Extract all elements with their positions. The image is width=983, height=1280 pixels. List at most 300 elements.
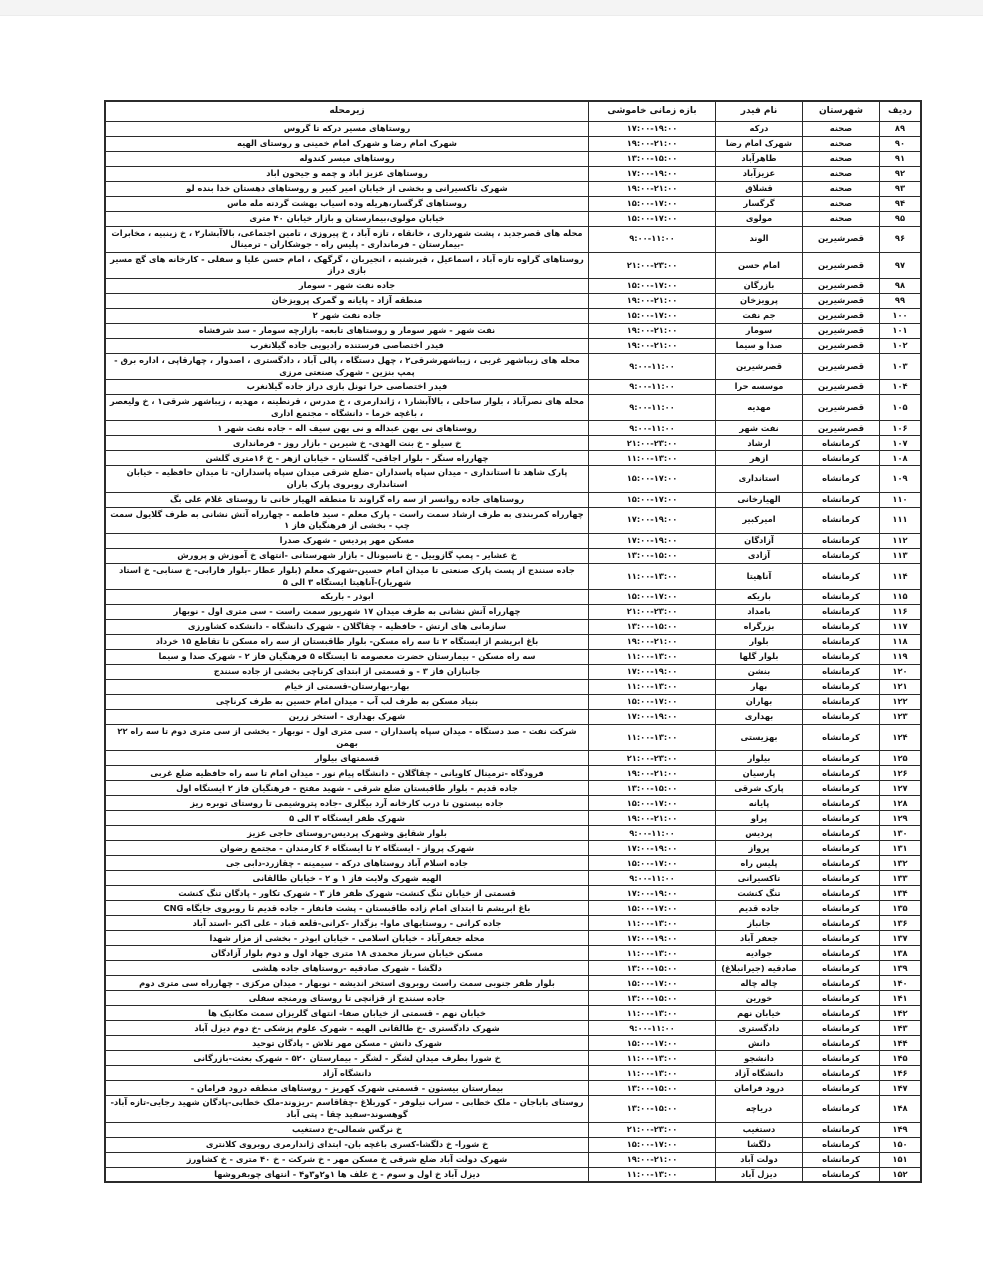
cell-row: ۱۱۸ <box>880 635 922 650</box>
cell-row: ۱۴۴ <box>880 1036 922 1051</box>
cell-area: پارک شاهد تا استانداری - میدان سپاه پاسداران -ضلع شرقی میدان سپاه پاسداران- تا میدان حافظیه - خیابان استانداری روبروی پارک باران <box>105 466 589 492</box>
table-row <box>105 991 921 1006</box>
cell-county: کرمانشاه <box>803 841 880 856</box>
cell-county: کرمانشاه <box>803 1021 880 1036</box>
cell-county: کرمانشاه <box>803 1152 880 1167</box>
cell-county: کرمانشاه <box>803 1167 880 1182</box>
cell-feeder: صدا و سیما <box>716 339 803 354</box>
header-feeder: نام فیدر <box>716 101 803 121</box>
cell-area: منطقه آزاد - پایانه و گمرک پرویزخان <box>105 294 589 309</box>
cell-row: ۹۴ <box>880 196 922 211</box>
cell-area: شهرک پرواز - ایستگاه ۲ تا ایستگاه ۶ کارمندان - مجتمع رضوان <box>105 841 589 856</box>
cell-row: ۱۳۹ <box>880 961 922 976</box>
time-range: ۱۳:۰۰-۱۵:۰۰ <box>626 992 678 1003</box>
cell-row: ۱۰۳ <box>880 354 922 380</box>
cell-row: ۱۱۶ <box>880 605 922 620</box>
table-row <box>105 665 921 680</box>
cell-feeder: درود فرامان <box>716 1081 803 1096</box>
cell-feeder: پردیس <box>716 826 803 841</box>
cell-area: فیدر اختصاصی فرستنده رادیویی جاده گیلانغرب <box>105 339 589 354</box>
cell-time <box>589 1051 716 1066</box>
cell-area: دیزل آباد خ اول و سوم - خ علف ها ۱و۲و۳و۴ - انتهای چوبفروشها <box>105 1167 589 1182</box>
table-row <box>105 466 921 492</box>
time-range: ۱۳:۰۰-۱۵:۰۰ <box>626 152 678 163</box>
time-range: ۱۱:۰۰-۱۳:۰۰ <box>626 651 678 662</box>
table-row <box>105 196 921 211</box>
time-range: ۱۷:۰۰-۱۹:۰۰ <box>626 167 678 178</box>
cell-time <box>589 252 716 278</box>
table-row <box>105 781 921 796</box>
document-sheet <box>104 100 914 1183</box>
cell-county: کرمانشاه <box>803 976 880 991</box>
cell-area: الهیه شهرک ولایت فاز ۱ و ۲ - خیابان طالقانی <box>105 871 589 886</box>
cell-time <box>589 826 716 841</box>
cell-area: روستای باباجان - ملک خطابی - سراب نیلوفر - کوربلاغ -چقاقاسم -ریزوند-ملک خطابی-پادگان شهید رجایی-تازه آباد-گوهسوند-سفید چقا - پتی آباد <box>105 1096 589 1122</box>
cell-row: ۸۹ <box>880 121 922 136</box>
time-range: ۲۱:۰۰-۲۳:۰۰ <box>626 437 678 448</box>
time-range: ۲۱:۰۰-۲۳:۰۰ <box>626 752 678 763</box>
time-range: ۹:۰۰-۱۱:۰۰ <box>629 402 675 413</box>
cell-row: ۱۴۳ <box>880 1021 922 1036</box>
cell-row: ۱۱۳ <box>880 548 922 563</box>
cell-feeder: امیرکبیر <box>716 507 803 533</box>
cell-time <box>589 961 716 976</box>
table-row <box>105 226 921 252</box>
cell-county: صحنه <box>803 166 880 181</box>
cell-feeder: دانش <box>716 1036 803 1051</box>
cell-row: ۱۰۵ <box>880 395 922 421</box>
cell-feeder: دریاچه <box>716 1096 803 1122</box>
header-radif: ردیف <box>880 101 922 121</box>
cell-time <box>589 181 716 196</box>
time-range: ۱۳:۰۰-۱۵:۰۰ <box>626 621 678 632</box>
cell-area: شهرک ظفر ایستگاه ۳ الی ۵ <box>105 811 589 826</box>
time-range: ۱۹:۰۰-۲۱:۰۰ <box>626 767 678 778</box>
time-range: ۱۵:۰۰-۱۷:۰۰ <box>626 977 678 988</box>
time-range: ۱۹:۰۰-۲۱:۰۰ <box>626 1153 678 1164</box>
time-range: ۱۹:۰۰-۲۱:۰۰ <box>626 340 678 351</box>
table-row <box>105 650 921 665</box>
table-row <box>105 946 921 961</box>
cell-row: ۱۲۳ <box>880 710 922 725</box>
cell-county: قصرشیرین <box>803 294 880 309</box>
cell-row: ۹۸ <box>880 279 922 294</box>
time-range: ۱۳:۰۰-۱۵:۰۰ <box>626 782 678 793</box>
cell-area: روستاهای گراوه تازه آباد ، اسماعیل ، قبرشنبه ، انجیربان ، گرگهک ، امام حسن علیا و سفلی - کارخانه های گچ مسیر بازی دراز <box>105 252 589 278</box>
table-row <box>105 421 921 436</box>
cell-county: کرمانشاه <box>803 886 880 901</box>
time-range: ۱۵:۰۰-۱۷:۰۰ <box>626 696 678 707</box>
cell-area: جاده کرانی - روستایهای ماوا- بزگدار -کرانی-قلعه قباد - علی اکبر -استد آباد <box>105 916 589 931</box>
table-row <box>105 1152 921 1167</box>
time-range: ۱۳:۰۰-۱۵:۰۰ <box>626 1103 678 1114</box>
cell-county: کرمانشاه <box>803 991 880 1006</box>
cell-area: محله های زیباشهر غربی ، زیباشهرشرقی۲ ، چهل دستگاه ، پالی آباد ، دادگستری ، اصدوار ، چهارقاپی ، اداره برق - پمپ بنزین - شهرک صنعتی مرزی <box>105 354 589 380</box>
table-row <box>105 976 921 991</box>
cell-feeder: آزادگان <box>716 533 803 548</box>
cell-row: ۱۴۶ <box>880 1066 922 1081</box>
cell-time <box>589 324 716 339</box>
time-range: ۱۱:۰۰-۱۳:۰۰ <box>626 1007 678 1018</box>
cell-feeder: دانشگاه آزاد <box>716 1066 803 1081</box>
time-range: ۱۹:۰۰-۲۱:۰۰ <box>626 636 678 647</box>
table-row <box>105 886 921 901</box>
cell-feeder: پراو <box>716 811 803 826</box>
table-row <box>105 1051 921 1066</box>
table-row <box>105 961 921 976</box>
cell-time <box>589 395 716 421</box>
cell-row: ۱۴۰ <box>880 976 922 991</box>
cell-time <box>589 136 716 151</box>
cell-area: روستاهای عزیز اباد و چمه و جیحون اباد <box>105 166 589 181</box>
table-row <box>105 533 921 548</box>
cell-feeder: دانشجو <box>716 1051 803 1066</box>
table-row <box>105 279 921 294</box>
cell-area: محله جعفرآباد - خیابان اسلامی - خیابان ابوذر - بخشی از مزار شهدا <box>105 931 589 946</box>
cell-time <box>589 695 716 710</box>
cell-row: ۱۲۱ <box>880 680 922 695</box>
cell-county: قصرشیرین <box>803 226 880 252</box>
cell-feeder: سومار <box>716 324 803 339</box>
cell-row: ۱۲۶ <box>880 766 922 781</box>
table-row <box>105 811 921 826</box>
schedule-table-body <box>105 121 921 1182</box>
cell-feeder: استانداری <box>716 466 803 492</box>
cell-county: صحنه <box>803 151 880 166</box>
cell-county: کرمانشاه <box>803 725 880 751</box>
cell-area: جانبازان فاز ۳ - و قسمتی از ابتدای کرناچی بخشی از جاده سنندج <box>105 665 589 680</box>
table-row <box>105 1036 921 1051</box>
cell-area: چهارراه آتش نشانی به طرف میدان ۱۷ شهریور سمت راست - سی متری اول - نوبهار <box>105 605 589 620</box>
cell-row: ۱۲۴ <box>880 725 922 751</box>
cell-county: کرمانشاه <box>803 492 880 507</box>
time-range: ۱۵:۰۰-۱۷:۰۰ <box>626 1037 678 1048</box>
cell-time <box>589 1137 716 1152</box>
cell-row: ۱۳۷ <box>880 931 922 946</box>
table-row <box>105 680 921 695</box>
cell-county: کرمانشاه <box>803 781 880 796</box>
cell-feeder: جم نفت <box>716 309 803 324</box>
cell-time <box>589 796 716 811</box>
cell-feeder: نفت شهر <box>716 421 803 436</box>
header-county: شهرستان <box>803 101 880 121</box>
cell-county: کرمانشاه <box>803 1122 880 1137</box>
cell-county: کرمانشاه <box>803 635 880 650</box>
time-range: ۱۱:۰۰-۱۳:۰۰ <box>626 1168 678 1179</box>
table-row <box>105 856 921 871</box>
table-row <box>105 492 921 507</box>
cell-time <box>589 451 716 466</box>
cell-area: روستاهای نی بهن عبداله و نی بهن سیف اله - جاده نفت شهر ۱ <box>105 421 589 436</box>
cell-feeder: دلگشا <box>716 1137 803 1152</box>
cell-row: ۱۰۷ <box>880 436 922 451</box>
cell-time <box>589 294 716 309</box>
table-row <box>105 211 921 226</box>
cell-county: کرمانشاه <box>803 826 880 841</box>
cell-time <box>589 166 716 181</box>
cell-feeder: بهاران <box>716 695 803 710</box>
table-row <box>105 605 921 620</box>
table-row <box>105 121 921 136</box>
cell-row: ۱۵۲ <box>880 1167 922 1182</box>
cell-row: ۱۳۸ <box>880 946 922 961</box>
time-range: ۱۳:۰۰-۱۵:۰۰ <box>626 962 678 973</box>
cell-county: صحنه <box>803 196 880 211</box>
time-range: ۱۷:۰۰-۱۹:۰۰ <box>626 711 678 722</box>
table-row <box>105 826 921 841</box>
table-row <box>105 1137 921 1152</box>
cell-county: کرمانشاه <box>803 695 880 710</box>
table-row <box>105 507 921 533</box>
cell-area: قسمتهای بیلوار <box>105 751 589 766</box>
cell-feeder: ازهر <box>716 451 803 466</box>
time-range: ۲۱:۰۰-۲۳:۰۰ <box>626 606 678 617</box>
table-row <box>105 1081 921 1096</box>
cell-time <box>589 507 716 533</box>
cell-time <box>589 781 716 796</box>
cell-area: جاده نفت شهر ۲ <box>105 309 589 324</box>
cell-feeder: ارشاد <box>716 436 803 451</box>
cell-time <box>589 811 716 826</box>
cell-area: خیابان مولوی،بیمارستان و بازار خیابان ۴۰ متری <box>105 211 589 226</box>
cell-time <box>589 710 716 725</box>
cell-time <box>589 1122 716 1137</box>
cell-time <box>589 751 716 766</box>
cell-feeder: بازرگان <box>716 279 803 294</box>
time-range: ۹:۰۰-۱۱:۰۰ <box>629 233 675 244</box>
cell-row: ۱۰۶ <box>880 421 922 436</box>
cell-feeder: بلوار <box>716 635 803 650</box>
time-range: ۹:۰۰-۱۱:۰۰ <box>629 827 675 838</box>
table-row <box>105 1167 921 1182</box>
cell-area: شهرک دانش - مسکن مهر تلاش - پادگان توحید <box>105 1036 589 1051</box>
time-range: ۱۱:۰۰-۱۳:۰۰ <box>626 681 678 692</box>
cell-time <box>589 533 716 548</box>
cell-row: ۹۵ <box>880 211 922 226</box>
table-row <box>105 796 921 811</box>
cell-area: جاده سنندج از پست پارک صنعتی تا میدان امام حسین-شهرک معلم (بلوار عطار -بلوار فارابی- خ سنابی- خ استاد شهریار)-آناهیتا ایستگاه ۳ الی ۵ <box>105 563 589 589</box>
cell-row: ۱۱۴ <box>880 563 922 589</box>
cell-county: کرمانشاه <box>803 590 880 605</box>
cell-feeder: آناهیتا <box>716 563 803 589</box>
cell-area: سه راه مسکن - بیمارستان حضرت معصومه تا ایستگاه ۵ فرهنگیان فاز ۲ - شهرک صدا و سیما <box>105 650 589 665</box>
header-subarea: زیرمحله <box>105 101 589 121</box>
table-row <box>105 766 921 781</box>
cell-feeder: جوادیه <box>716 946 803 961</box>
table-row <box>105 166 921 181</box>
cell-feeder: بهزیستی <box>716 725 803 751</box>
table-row <box>105 725 921 751</box>
cell-time <box>589 766 716 781</box>
cell-row: ۹۷ <box>880 252 922 278</box>
cell-area: خ شورا- خ دلگشا-کسری باغچه بان- ابتدای ژاندارمری روبروی کلانتری <box>105 1137 589 1152</box>
cell-county: قصرشیرین <box>803 395 880 421</box>
time-range: ۱۹:۰۰-۲۱:۰۰ <box>626 137 678 148</box>
table-row <box>105 136 921 151</box>
cell-area: شهرک دادگستری -خ طالقانی الهیه - شهرک علوم پزشکی -خ دوم دیزل آباد <box>105 1021 589 1036</box>
cell-feeder: شهرک امام رضا <box>716 136 803 151</box>
cell-row: ۱۲۸ <box>880 796 922 811</box>
table-row <box>105 339 921 354</box>
time-range: ۱۵:۰۰-۱۷:۰۰ <box>626 591 678 602</box>
time-range: ۱۷:۰۰-۱۹:۰۰ <box>626 122 678 133</box>
cell-time <box>589 871 716 886</box>
cell-area: بهار-بهارستان-قسمتی از خیام <box>105 680 589 695</box>
time-range: ۱۹:۰۰-۲۱:۰۰ <box>626 182 678 193</box>
cell-area: جاده بیستون تا درب کارخانه آرد بیگلری -جاده پتروشیمی تا روستای توبره ریز <box>105 796 589 811</box>
cell-area: باغ ابریشم از ایستگاه ۲ تا سه راه مسکن- بلوار طاقبستان از سه راه مسکن تا تقاطع ۱۵ خرداد <box>105 635 589 650</box>
cell-feeder: پارسیان <box>716 766 803 781</box>
cell-time <box>589 931 716 946</box>
cell-county: کرمانشاه <box>803 563 880 589</box>
cell-feeder: بزرگراه <box>716 620 803 635</box>
cell-time <box>589 466 716 492</box>
cell-row: ۱۳۴ <box>880 886 922 901</box>
cell-row: ۱۴۲ <box>880 1006 922 1021</box>
cell-feeder: گرگسار <box>716 196 803 211</box>
cell-time <box>589 946 716 961</box>
time-range: ۱۵:۰۰-۱۷:۰۰ <box>626 212 678 223</box>
cell-area: ابوذر - باریکه <box>105 590 589 605</box>
cell-time <box>589 886 716 901</box>
time-range: ۱۷:۰۰-۱۹:۰۰ <box>626 514 678 525</box>
time-range: ۱۷:۰۰-۱۹:۰۰ <box>626 842 678 853</box>
time-range: ۱۷:۰۰-۱۹:۰۰ <box>626 535 678 546</box>
table-row <box>105 1021 921 1036</box>
table-row <box>105 380 921 395</box>
cell-county: کرمانشاه <box>803 871 880 886</box>
cell-county: کرمانشاه <box>803 680 880 695</box>
cell-row: ۱۴۷ <box>880 1081 922 1096</box>
cell-county: کرمانشاه <box>803 901 880 916</box>
time-range: ۹:۰۰-۱۱:۰۰ <box>629 1022 675 1033</box>
cell-county: کرمانشاه <box>803 796 880 811</box>
cell-time <box>589 650 716 665</box>
cell-area: دلگشا - شهرک صادقیه -روستاهای جاده هلشی <box>105 961 589 976</box>
cell-feeder: الوند <box>716 226 803 252</box>
time-range: ۱۱:۰۰-۱۳:۰۰ <box>626 1052 678 1063</box>
cell-time <box>589 590 716 605</box>
cell-time <box>589 421 716 436</box>
cell-area: شهرک تاکسیرانی و بخشی از خیابان امیر کبیر و روستاهای دهستان خدا بنده لو <box>105 181 589 196</box>
cell-row: ۱۴۵ <box>880 1051 922 1066</box>
cell-row: ۱۳۳ <box>880 871 922 886</box>
cell-county: کرمانشاه <box>803 751 880 766</box>
cell-row: ۱۴۹ <box>880 1122 922 1137</box>
cell-county: کرمانشاه <box>803 1051 880 1066</box>
time-range: ۹:۰۰-۱۱:۰۰ <box>629 381 675 392</box>
cell-time <box>589 563 716 589</box>
cell-area: مسکن مهر پردیس - شهرک صدرا <box>105 533 589 548</box>
cell-time <box>589 1152 716 1167</box>
table-row <box>105 635 921 650</box>
cell-feeder: باریکه <box>716 590 803 605</box>
cell-county: کرمانشاه <box>803 665 880 680</box>
cell-time <box>589 1021 716 1036</box>
table-row <box>105 695 921 710</box>
time-range: ۱۵:۰۰-۱۷:۰۰ <box>626 1138 678 1149</box>
cell-feeder: الهیارخانی <box>716 492 803 507</box>
cell-county: قصرشیرین <box>803 324 880 339</box>
outage-schedule-table <box>104 100 922 1183</box>
cell-county: کرمانشاه <box>803 548 880 563</box>
cell-row: ۱۲۷ <box>880 781 922 796</box>
cell-county: قصرشیرین <box>803 354 880 380</box>
cell-county: صحنه <box>803 121 880 136</box>
cell-time <box>589 725 716 751</box>
cell-area: روستاهای مسیر درکه تا گروس <box>105 121 589 136</box>
time-range: ۲۱:۰۰-۲۳:۰۰ <box>626 1123 678 1134</box>
time-range: ۱۵:۰۰-۱۷:۰۰ <box>626 473 678 484</box>
cell-row: ۹۶ <box>880 226 922 252</box>
cell-county: قصرشیرین <box>803 252 880 278</box>
cell-area: جاده قدیم - بلوار طاقبستان ضلع شرقی - شهید مفتح - فرهنگیان فاز ۲ ایستگاه اول <box>105 781 589 796</box>
table-row <box>105 151 921 166</box>
time-range: ۱۵:۰۰-۱۷:۰۰ <box>626 857 678 868</box>
time-range: ۱۵:۰۰-۱۷:۰۰ <box>626 310 678 321</box>
cell-feeder: بلوار گلها <box>716 650 803 665</box>
cell-feeder: بهار <box>716 680 803 695</box>
cell-row: ۹۱ <box>880 151 922 166</box>
cell-feeder: صادقیه (جیرانبلاغ) <box>716 961 803 976</box>
cell-county: کرمانشاه <box>803 811 880 826</box>
table-row <box>105 710 921 725</box>
cell-area: بیمارستان بیستون - قسمتی شهرک کهریز - روستاهای منطقه درود فرامان - <box>105 1081 589 1096</box>
table-row <box>105 871 921 886</box>
cell-row: ۱۲۵ <box>880 751 922 766</box>
cell-row: ۱۳۰ <box>880 826 922 841</box>
time-range: ۹:۰۰-۱۱:۰۰ <box>629 360 675 371</box>
cell-time <box>589 1066 716 1081</box>
cell-area: محله های قصرجدید ، پشت شهرداری ، خانقاه ، تازه آباد ، خ پیروزی ، تامین اجتماعی، بالاآبشار۲ ، خ زینبیه ، مخابرات -بیمارستان - فرمانداری - پلیس راه - جوشکاران - ترمینال <box>105 226 589 252</box>
cell-area: شهرک امام رضا و شهرک امام خمینی و روستای الهیه <box>105 136 589 151</box>
cell-feeder: دولت آباد <box>716 1152 803 1167</box>
cell-county: کرمانشاه <box>803 650 880 665</box>
cell-time <box>589 492 716 507</box>
cell-county: کرمانشاه <box>803 1006 880 1021</box>
time-range: ۱۱:۰۰-۱۳:۰۰ <box>626 917 678 928</box>
table-row <box>105 294 921 309</box>
time-range: ۱۱:۰۰-۱۳:۰۰ <box>626 452 678 463</box>
cell-row: ۹۳ <box>880 181 922 196</box>
cell-county: کرمانشاه <box>803 766 880 781</box>
cell-row: ۱۳۲ <box>880 856 922 871</box>
cell-area: چهارراه سنگر - بلوار اجاقی- گلستان - خیابان ازهر - خ ۱۶متری گلشن <box>105 451 589 466</box>
table-row <box>105 563 921 589</box>
cell-area: جاده نفت شهر - سومار <box>105 279 589 294</box>
cell-county: کرمانشاه <box>803 916 880 931</box>
cell-row: ۱۰۲ <box>880 339 922 354</box>
cell-time <box>589 196 716 211</box>
cell-area: فرودگاه -ترمینال کاویانی - چقاگلان - دانشگاه پیام نور - میدان امام تا سه راه حافظیه ضلع غربی <box>105 766 589 781</box>
cell-area: جاده اسلام آباد روستاهای درکه - سیمینه - چقازرد-دابی جی <box>105 856 589 871</box>
cell-time <box>589 665 716 680</box>
table-row <box>105 620 921 635</box>
cell-row: ۹۲ <box>880 166 922 181</box>
cell-area: شهرک دولت آباد ضلع شرقی خ مسکن مهر - خ شرکت - خ ۴۰ متری - خ کشاورز <box>105 1152 589 1167</box>
time-range: ۱۹:۰۰-۲۱:۰۰ <box>626 812 678 823</box>
cell-area: روستاهای جاده روانسر از سه راه گراوند تا منطقه الهیار خانی تا روستای غلام علی بگ <box>105 492 589 507</box>
cell-feeder: بنشن <box>716 665 803 680</box>
cell-area: قسمتی از خیابان تنگ کنشت- شهرک ظفر فاز ۳ - شهرک تکاور - پادگان تنگ کنشت <box>105 886 589 901</box>
cell-time <box>589 991 716 1006</box>
cell-row: ۱۲۲ <box>880 695 922 710</box>
cell-row: ۱۵۱ <box>880 1152 922 1167</box>
cell-county: قصرشیرین <box>803 380 880 395</box>
time-range: ۹:۰۰-۱۱:۰۰ <box>629 872 675 883</box>
time-range: ۱۵:۰۰-۱۷:۰۰ <box>626 280 678 291</box>
table-row <box>105 1066 921 1081</box>
